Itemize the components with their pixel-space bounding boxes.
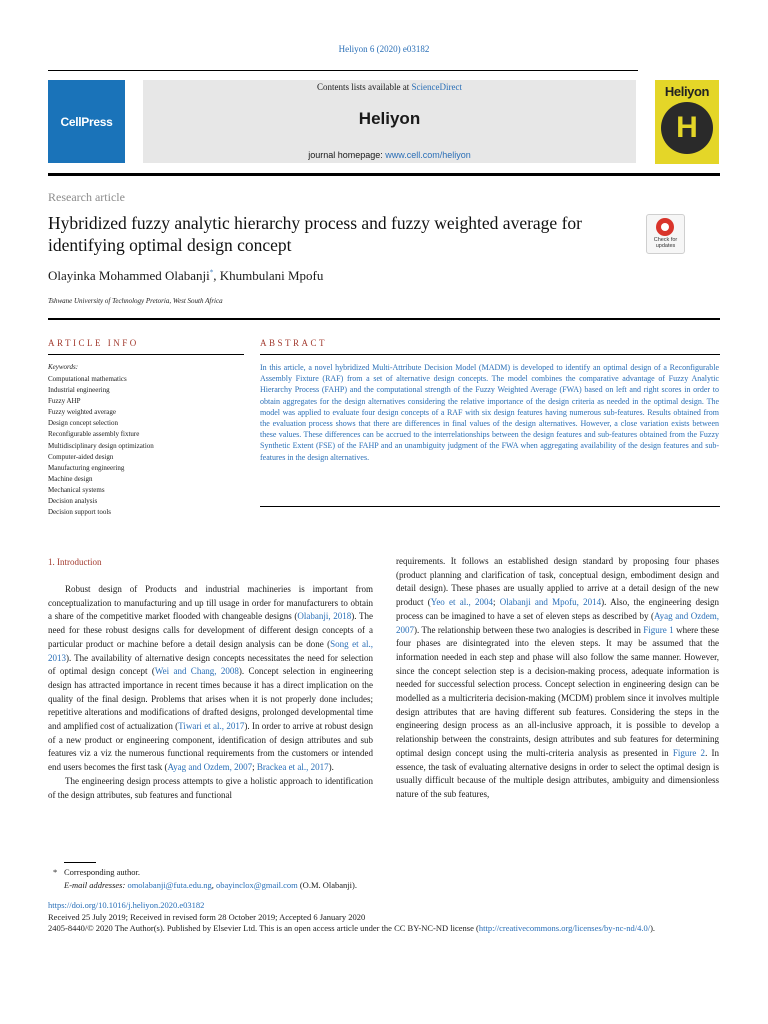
citation-link[interactable]: Ayag and Ozdem, 2007 (396, 610, 719, 635)
license-statement: 2405-8440/© 2020 The Author(s). Published by Elsevier Ltd. This is an open access article under the CC BY-NC-ND license (http://creativecommons.org/licenses/by-nc-nd/4.0/). (48, 923, 656, 933)
author-name: Olayinka Mohammed Olabanji (48, 268, 210, 283)
author-list (48, 268, 323, 284)
journal-citation[interactable]: Heliyon 6 (2020) e03182 (338, 44, 430, 54)
abstract-end-rule (260, 506, 720, 507)
check-for-updates-button[interactable] (646, 214, 685, 254)
email-link[interactable]: omolabanji@futa.edu.ng (127, 880, 212, 890)
cellpress-logo-text: CellPress (60, 114, 113, 129)
title-rule (48, 173, 720, 176)
footnotes (53, 866, 357, 892)
section-heading-introduction: 1. Introduction (48, 557, 102, 567)
citation-link[interactable]: Olabanji, 2018 (297, 611, 352, 622)
abstract-rule (260, 354, 720, 355)
email-note: E-mail addresses: omolabanji@futa.edu.ng, obayinclox@gmail.com (O.M. Olabanji). (64, 880, 357, 890)
cellpress-logo[interactable] (48, 80, 125, 163)
paragraph: Robust design of Products and industrial machineries is important from conceptualization to manufacturing and up till usage in order for manufacturers to obtain a share of the competitive market flooded with changeable designs (Olabanji, 2018). The need for these robust designs calls for development of different design concepts of a particular product or machine before a detail design analysis can be done (Song et al., 2013). The availability of alternative design concepts necessitates the need for selection of optimal design concept (Wei and Chang, 2008). Concept selection in engineering design has attracted importance in recent times because it has a direct implication on the quality of the final design. Problems that arises when it is not properly done includes; repetitive alterations and modifications of drafted designs, prolonged developmental time and amplified cost of actualization (Tiwari et al., 2017). In order to arrive at robust design of a new product or engineering component, identification of design attributes and sub features viz a viz the numerous functional requirements from the customers or intended end users becomes the first task (Ayag and Ozdem, 2007; Brackea et al., 2017). (48, 584, 374, 773)
keyword: Multidisciplinary design optimization (48, 441, 154, 450)
corresponding-author-mark[interactable]: * (209, 268, 214, 277)
citation-link[interactable]: Tiwari et al., 2017 (178, 721, 245, 732)
check-updates-label: Check for updates (653, 237, 678, 249)
contents-line (143, 82, 636, 92)
info-rule (48, 318, 720, 320)
figure-link[interactable]: Figure 2 (672, 747, 706, 758)
citation-link[interactable]: Yeo et al., 2004 (430, 597, 493, 608)
footnote-rule (64, 862, 96, 863)
homepage-link[interactable]: www.cell.com/heliyon (385, 150, 471, 160)
journal-name: Heliyon (358, 109, 421, 128)
check-updates-icon (656, 218, 674, 236)
author-name: , Khumbulani Mpofu (213, 268, 324, 283)
abstract-heading: ABSTRACT (260, 338, 328, 348)
article-info-heading: ARTICLE INFO (48, 338, 139, 348)
citation-link[interactable]: Wei and Chang, 2008 (154, 666, 239, 677)
cover-title: Heliyon (664, 84, 710, 99)
keyword: Machine design (48, 474, 93, 483)
header-rule (48, 70, 638, 71)
keyword: Mechanical systems (48, 485, 105, 494)
journal-cover-image[interactable] (655, 80, 719, 164)
email-link[interactable]: obayinclox@gmail.com (216, 880, 298, 890)
keyword: Computer-aided design (48, 452, 114, 461)
journal-banner (143, 80, 636, 163)
keyword: Computational mathematics (48, 375, 127, 383)
body-column-left (48, 583, 373, 802)
citation-link[interactable]: Ayag and Ozdem, 2007 (167, 762, 253, 773)
homepage-prefix: journal homepage: (308, 150, 386, 160)
doi-link[interactable]: https://doi.org/10.1016/j.heliyon.2020.e03182 (48, 900, 205, 910)
keyword: Decision support tools (48, 508, 111, 517)
keywords-rule (48, 354, 244, 355)
keyword-list (48, 374, 154, 518)
cover-h-logo: H (661, 102, 713, 154)
license-link[interactable]: http://creativecommons.org/licenses/by-nc-nd/4.0/ (478, 923, 651, 933)
keyword: Reconfigurable assembly fixture (48, 430, 140, 439)
sciencedirect-link[interactable]: ScienceDirect (411, 82, 462, 92)
article-type: Research article (48, 190, 125, 204)
citation-link[interactable]: Brackea et al., 2017 (256, 762, 329, 773)
body-column-right (396, 555, 719, 802)
abstract-text: In this article, a novel hybridized Multi-Attribute Decision Model (MADM) is developed to identify an optimal design of a Reconfigurable Assembly Fixture (RAF) from a set of alternative design concepts. The model combines the comparative advantage of Fuzzy Analytic Hierarchy Process (FAHP) and the computational strength of the Fuzzy Weighted Average (FWA) based on left and right scores in order to obtain aggregates for the design alternatives considering the relative importance of the design criteria as needed in the optimal design. The model was applied to evaluate four design concepts of a RAF with six design features having numerous sub-features. Results obtained from the evaluation process shows that there are differences in final values of the design alternatives. However, a close variation exists between these values. These differences can be accrued to the interrelationships between the design features and sub-features obtained from the Fuzzy Synthetic Extent (FSE) of the FAHP and an unambiguity judgment of the FWA when aggregating availability of the design features and sub-features in the design alternatives. (260, 363, 719, 462)
citation-link[interactable]: Olabanji and Mpofu, 2014 (499, 597, 602, 608)
keyword: Design concept selection (48, 419, 118, 428)
affiliation: Tshwane University of Technology Pretoria, West South Africa (48, 297, 223, 305)
figure-link[interactable]: Figure 1 (643, 624, 674, 635)
keyword: Industrial engineering (48, 386, 110, 395)
keywords-label: Keywords: (48, 363, 79, 371)
keyword: Fuzzy weighted average (48, 408, 117, 417)
keyword: Decision analysis (48, 497, 98, 506)
page-footer (48, 900, 720, 935)
received-dates: Received 25 July 2019; Received in revised form 28 October 2019; Accepted 6 January 2020 (48, 911, 366, 922)
article-title: Hybridized fuzzy analytic hierarchy process and fuzzy weighted average for identifying optimal design concept (48, 213, 582, 255)
keyword: Fuzzy AHP (48, 397, 81, 406)
corresponding-author-note: * Corresponding author. (53, 867, 141, 877)
homepage-line (143, 150, 636, 160)
keyword: Manufacturing engineering (48, 463, 125, 472)
paragraph: The engineering design process attempts to give a holistic approach to identification of the design attributes, sub features and functional (48, 775, 373, 800)
paragraph: requirements. It follows an established design standard by proposing four phases (product planning and clarification of task, conceptual design, embodiment design and detail design). These phases are usually applied to arrive at a detail design of the new product (Yeo et al., 2004; Olabanji and Mpofu, 2014). Also, the engineering design process can be imagined to have a set of eleven steps as described by (Ayag and Ozdem, 2007). The relationship between these two analogies is described in Figure 1 where these four phases are disintegrated into the eleven steps. It may be assumed that the information needed in each step and phase will also follow the same manner. However, since the concept selection step is a decision-making process, adequate information is needed for successful selection process. Concept selection in engineering design can be modelled as a multicriteria decision-making (MCDM) problem since it involves multiple design attributes that are having different sub features. Considering the steps in the engineering design process as an all-inclusive approach, it is possible to develop a relationship between the constraints, design attributes and sub features for determining optimal design concept using the multi-criteria analysis as presented in Figure 2. In essence, the task of evaluating alternative designs in order to select the optimal design is usually difficult because of the multiple design attributes, ambiguity and dimensionless nature of the sub features, (396, 556, 720, 799)
citation-link[interactable]: Song et al., 2013 (48, 638, 374, 663)
contents-prefix: Contents lists available at (317, 82, 412, 92)
